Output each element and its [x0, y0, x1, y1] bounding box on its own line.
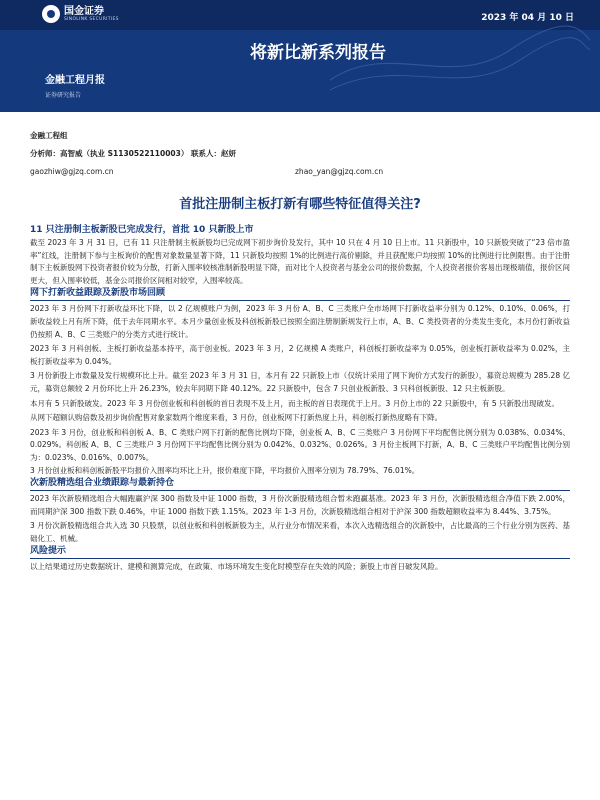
section-2-paragraph-4: 本月有 5 只新股破发。2023 年 3 月份创业板和科创板的首日表现不及上月，而主板的首日表现优于上月。3 月份上市的 22 只新股中，有 5 只新股出现破发。: [30, 398, 560, 408]
report-banner: [0, 0, 600, 112]
main-title: 首批注册制主板打新有哪些特征值得关注?: [179, 197, 421, 212]
risk-paragraph: 以上结果通过历史数据统计、建模和测算完成，在政策、市场环境发生变化时模型存在失效的风险；新股上市首日破发风险。: [30, 562, 443, 572]
section-3-paragraph-2: 3 月份次新股精选组合共入选 30 只股票，以创业板和科创板新股为主，从行业分布情况来看，本次入选精选组合的次新股中，占比最高的三个行业分别为医药、基础化工、机械。: [30, 521, 570, 543]
report-type: 金融工程月报: [45, 75, 105, 86]
email-link-1[interactable]: gaozhiw@gjzq.com.cn: [30, 167, 114, 176]
section-2-paragraph-5: 从网下超额认购倍数及初步询价配售对象家数两个维度来看，3 月份，创业板网下打新热度上升，科创板打新热度略有下降。: [30, 413, 443, 423]
section-heading-2: 网下打新收益跟踪及新股市场回顾: [30, 288, 166, 299]
section-2-paragraph-2: 2023 年 3 月科创板、主板打新收益基本持平，高于创业板。2023 年 3 月，2 亿规模 A 类账户，科创板打新收益率为 0.05%，创业板打新收益率为 0.02%，主板打新收益率为 0.04%。: [30, 344, 570, 366]
section-heading-3: 次新股精选组合业绩跟踪与最新持仓: [30, 478, 175, 489]
section-2-paragraph-7: 3 月份创业板和科创板新股平均报价入围率均环比上升，报价难度下降，平均报价入围率分别为 78.79%、76.01%。: [30, 465, 420, 475]
section-divider: [30, 558, 570, 559]
section-divider: [30, 490, 570, 491]
email-link-2[interactable]: zhao_yan@gjzq.com.cn: [295, 167, 384, 176]
section-2-paragraph-1: 2023 年 3 月份网下打新收益环比下降，以 2 亿规模账户为例，2023 年 3 月份 A、B、C 三类账户全市场网下打新收益率分别为 0.12%、0.10%、0.06%，打新收益较上月有所下降，低于去年同期水平。本月少量创业板及科创板新股已按照全面注册制新规发行上市，A、B、C 类投资者的分类发生变化，本月份打新收益仍按照 A、B、C 三类账户的分类方式进行统计。: [30, 304, 570, 339]
research-group: 金融工程组: [30, 131, 68, 140]
section-heading-4: 风险提示: [30, 546, 67, 557]
brand-logo-icon: [42, 5, 60, 23]
author-emails: [30, 167, 570, 176]
brand-logo: [42, 5, 119, 23]
section-heading-1: 11 只注册制主板新股已完成发行，首批 10 只新股上市: [30, 225, 254, 235]
author-block: [30, 130, 570, 159]
analyst-text: 分析师：高智威（执业 S1130522110003） 联系人：赵妍: [30, 149, 236, 158]
section-1-paragraph-1: 截至 2023 年 3 月 31 日，已有 11 只注册制主板新股均已完成网下初步询价及发行，其中 10 只在 4 月 10 日上市。11 只新股中，10 只新股突破了“23 倍市盈率”红线，注册制下参与主板询价的配售对象数量显著下降，11 只新股均按照 1%的比例进行高价剔除，并且获配账户均按照 10%的比例进行比例限售。由于注册制下主板新股网下投资者报价较为分散，打新入围率较核准制新股明显下降，而对比个人投资者与基金公司的报价数据，个人投资者报价客易出现极端值，报价区间更大，但入围率较低，基金公司报价区间相对较窄，入围率较高。: [30, 238, 570, 285]
report-date: 2023 年 04 月 10 日: [481, 13, 574, 23]
report-subject: 证券研究报告: [45, 92, 82, 99]
section-divider: [30, 300, 570, 301]
section-2-paragraph-6: 2023 年 3 月份，创业板和科创板 A、B、C 类账户网下打新的配售比例均下降，创业板 A、B、C 三类账户 3 月份网下平均配售比例分别为 0.038%、0.034%、0.029%。科创板 A、B、C 三类账户 3 月份网下平均配售比例分别为 0.042%、0.032%、0.026%。3 月份主板网下打新，A、B、C 三类账户平均配售比例分别为：0.023%、0.016%、0.007%。: [30, 427, 570, 462]
brand-name-en: SINOLINK SECURITIES: [64, 16, 119, 22]
brand-name: 国金证券: [64, 5, 104, 17]
analyst-line: [30, 148, 570, 159]
report-body: [30, 224, 570, 574]
section-3-paragraph-1: 2023 年次新股精选组合大幅跑赢沪深 300 指数及中证 1000 指数，3 月份次新股精选组合暂未跑赢基准。2023 年 3 月份，次新股精选组合净值下跌 2.00%，而同期沪深 300 指数下跌 0.46%，中证 1000 指数下跌 1.15%。2023 年 1-3 月份，次新股精选组合相对于沪深 300 指数超额收益率为 8.44%、3.75%。: [30, 494, 570, 516]
section-2-paragraph-3: 3 月份新股上市数量及发行规模环比上升。截至 2023 年 3 月 31 日，本月有 22 只新股上市（仅统计采用了网下询价方式发行的新股），募资总规模为 285.28 亿元，募资总额较 2 月份环比上升 26.23%，较去年同期下降 40.12%。22 只新股中，包含 7 只创业板新股、3 只科创板新股、12 只主板新股。: [30, 371, 570, 393]
series-title: 将新比新系列报告: [250, 43, 386, 63]
